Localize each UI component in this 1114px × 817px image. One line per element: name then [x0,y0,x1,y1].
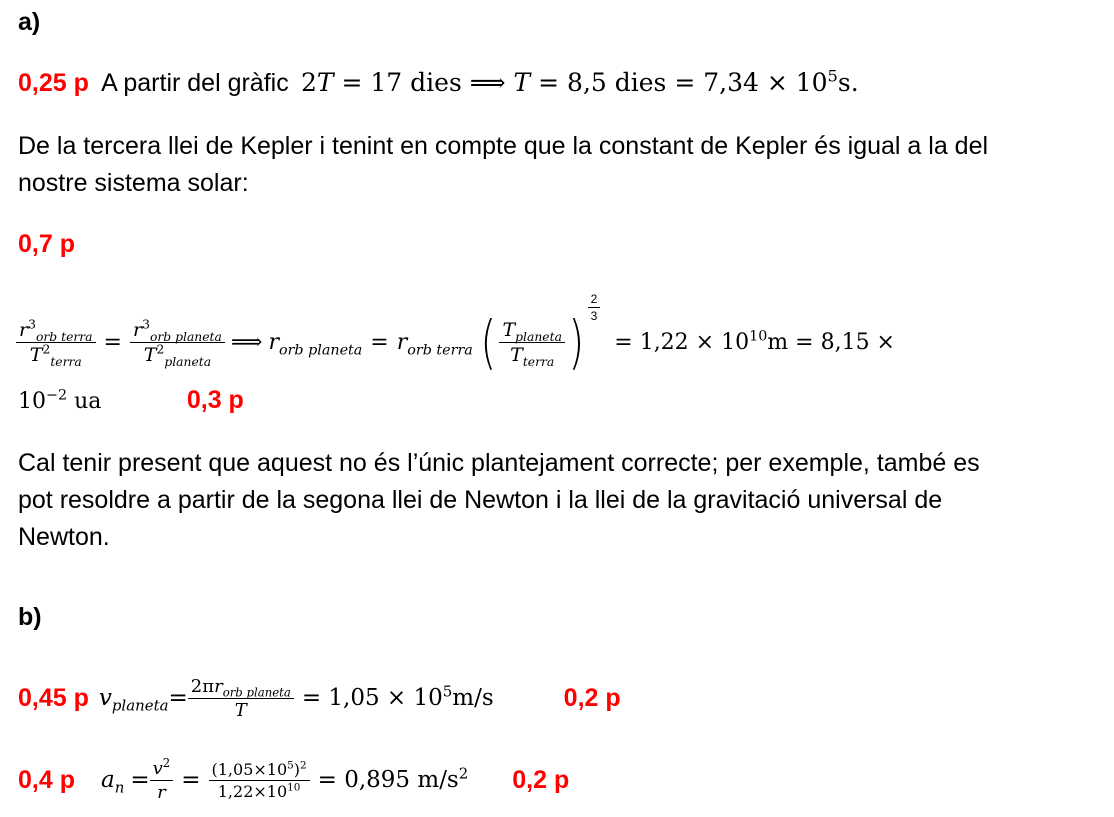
a-sub: n [114,778,125,797]
note-line2: pot resoldre a partir de la segona llei de Newton i la llei de la gravitació universal de [18,486,943,514]
rhs-fraction: $\frac{r^3_{orb planeta}}{T^2_{planeta}}$ [130,319,225,366]
velocity-result: = $1,05 \times 10^5m/s$ [301,682,494,711]
part-a-line1 [18,68,859,98]
exponent-fraction: $\frac{2}{3}$ [588,292,601,323]
r-terra-sub: orb terra [407,341,473,358]
score-b2: 0,2 p [563,683,621,712]
period-equation: 2T = 17 dies ⟹ T = 8,5 dies = $7,34 \times 10^5s$. [300,66,859,97]
result-value: = $1,22 \times 10^{10}m = 8,15$ × [614,328,895,355]
kepler-intro-paragraph [18,128,988,202]
accel-fraction-2: $\frac{(1,05\times 10^5)^2}{1,22\times 10^{10}}$ [209,760,310,801]
score-a3: 0,3 p [186,386,244,414]
note-line1: Cal tenir present que aquest no és l’únic plantejament correcte; per exemple, també es [18,449,980,477]
score-b1: 0,45 p [18,683,89,712]
lhs-fraction: $\frac{r^3_{orb terra}}{T^2_{terra}}$ [16,319,96,366]
ratio-fraction: $\frac{T_{planeta}}{T_{terra}}$ [499,319,564,366]
r-planeta-sub: orb planeta [278,341,363,358]
kepler-equation: $\frac{r^3_{orb terra}}{T^2_{terra}}$ = $\frac{r^3_{orb planeta}}{T^2_{planeta}}$ ⟹ $r_{orb planeta}$ = $r_{orb terra}$ ( $\frac{T_{planeta}}{T_{terra}}$ ) $\frac{2}{3}$ = $1,22 \times 10^{10}m = 8,15$ × [16,300,895,384]
result-line2: $10^{-2}$ ua 0,3 p [18,386,244,414]
kepler-intro-line1: De la tercera llei de Kepler i tenint en compte que la constant de Kepler és igual a la del [18,132,989,160]
score-a1: 0,25 p [18,69,89,97]
velocity-fraction: $\frac{2\pi r_{orb planeta}}{T}$ [188,676,294,721]
intro-text: A partir del gràfic [101,69,289,97]
ratio-num-sub: planeta [515,329,562,344]
score-a2: 0,7 p [18,230,75,258]
accel-result: = 0,895 $m/s^2$ [317,764,469,793]
v-sub: planeta [111,696,169,715]
note-line3: Newton. [18,523,110,551]
acceleration-equation: 0,4 p $a_n$ = $\frac{v^2}{r}$ = $\frac{(1,05\times 10^5)^2}{1,22\times 10^{10}}$ = 0,895 $m/s^2$ 0,2 p [18,755,570,803]
kepler-intro-line2: nostre sistema solar: [18,169,249,197]
note-paragraph [18,445,980,556]
score-b3: 0,4 p [18,765,75,794]
velocity-equation: 0,45 p $v_{planeta}$ = $\frac{2\pi r_{orb planeta}}{T}$ = $1,05 \times 10^5m/s$ 0,2 p [18,675,621,721]
ratio-den-sub: terra [522,354,555,369]
part-b-heading: b) [18,603,42,631]
part-a-heading: a) [18,8,41,36]
score-b4: 0,2 p [512,765,570,794]
accel-fraction-1: $\frac{v^2}{r}$ [150,758,174,803]
